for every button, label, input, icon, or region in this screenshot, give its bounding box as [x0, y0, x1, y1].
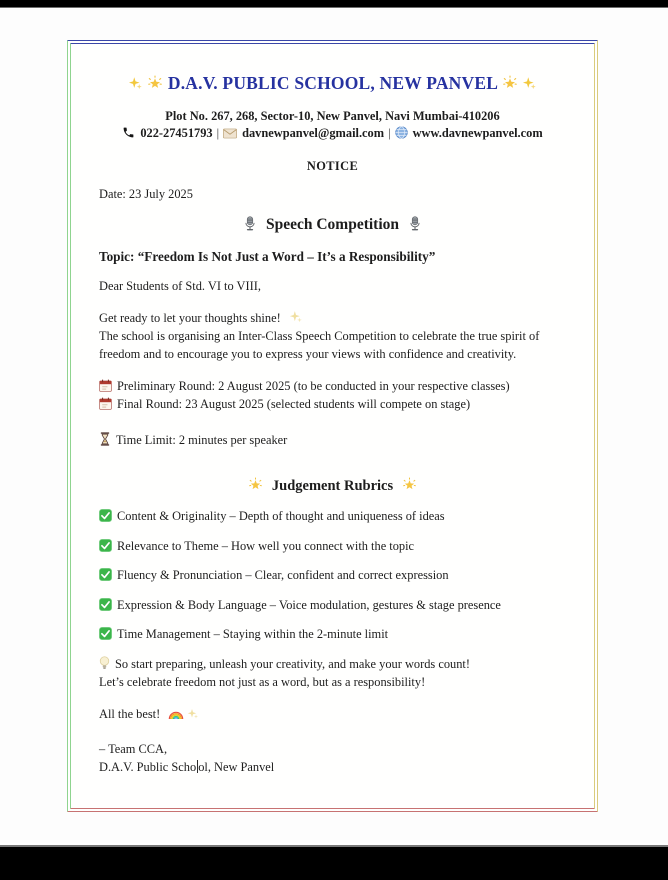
intro-line	[99, 309, 566, 327]
signature-block	[99, 740, 566, 776]
calendar-icon	[99, 397, 112, 410]
calendar-icon	[99, 379, 112, 392]
signature-line2	[99, 758, 566, 776]
microphone-icon	[408, 216, 422, 231]
wish-line	[99, 705, 566, 723]
event-title	[99, 214, 566, 235]
sparkles-icon	[128, 76, 143, 91]
globe-icon	[395, 126, 408, 139]
check-icon	[99, 539, 112, 552]
rubric-label: Time Management – Staying within the 2-minute limit	[117, 627, 389, 641]
event-title-text: Speech Competition	[265, 216, 400, 233]
date-line: Date: 23 July 2025	[99, 187, 193, 201]
hourglass-icon	[99, 432, 111, 446]
salutation: Dear Students of Std. VI to VIII,	[99, 279, 261, 293]
rainbow-icon	[168, 710, 184, 720]
rubrics-list	[99, 507, 566, 643]
rubric-label: Content & Originality – Depth of thought and uniqueness of ideas	[117, 509, 445, 523]
email-address: davnewpanvel@gmail.com	[242, 126, 385, 140]
rounds-list	[99, 378, 566, 413]
sparkles-icon	[289, 310, 303, 324]
school-name: D.A.V. PUBLIC SCHOOL, NEW PANVEL	[167, 73, 498, 93]
rubric-label: Fluency & Pronunciation – Clear, confident and correct expression	[117, 568, 449, 582]
website-url: www.davnewpanvel.com	[412, 126, 543, 140]
check-icon	[99, 598, 112, 611]
wish-text: All the best!	[99, 706, 161, 721]
letterbox-bottom	[0, 845, 668, 880]
rubric-item	[99, 596, 566, 614]
signature-line2-after: ol, New Panvel	[198, 759, 275, 774]
separator: |	[388, 126, 391, 140]
glowing-star-icon	[402, 477, 417, 492]
phone-icon	[122, 126, 135, 139]
round-item	[99, 378, 566, 396]
intro-paragraph: The school is organising an Inter-Class Speech Competition to celebrate the true spirit of freedom and to encourage you to express your views with confidence and creativity.	[99, 329, 540, 361]
sparkles-icon	[522, 76, 537, 91]
letterbox-top	[0, 0, 668, 8]
notice-label: NOTICE	[306, 159, 359, 173]
separator: |	[216, 126, 220, 140]
rubric-item	[99, 566, 566, 584]
round-label: Preliminary Round: 2 August 2025 (to be conducted in your respective classes)	[117, 379, 510, 393]
round-item	[99, 396, 566, 414]
rubric-label: Relevance to Theme – How well you connect with the topic	[117, 538, 415, 553]
signature-line2-before: D.A.V. Public Scho	[99, 759, 197, 774]
check-icon	[99, 568, 112, 581]
closing-line2: Let’s celebrate freedom not just as a word, but as a responsibility!	[99, 674, 426, 689]
glowing-star-icon	[248, 477, 263, 492]
closing-line1-text: So start preparing, unleash your creativity, and make your words count!	[115, 656, 470, 671]
time-limit-line	[99, 431, 566, 449]
glowing-star-icon	[147, 75, 163, 91]
glowing-star-icon	[502, 75, 518, 91]
phone-number: 022-27451793	[140, 126, 213, 140]
rubrics-title	[99, 476, 566, 496]
rubric-item	[99, 625, 566, 643]
intro-line-text: Get ready to let your thoughts shine!	[99, 311, 281, 325]
rubrics-title-text: Judgement Rubrics	[271, 478, 394, 494]
contact-row	[99, 125, 566, 142]
topic-line: Topic: “Freedom Is Not Just a Word – It’s a Responsibility”	[99, 249, 436, 264]
envelope-icon	[223, 128, 237, 139]
round-label: Final Round: 23 August 2025 (selected students will compete on stage)	[117, 396, 471, 411]
microphone-icon	[243, 216, 257, 231]
check-icon	[99, 627, 112, 640]
closing-line1	[99, 655, 566, 673]
signature-line1: – Team CCA,	[99, 741, 168, 756]
document-canvas	[0, 9, 668, 843]
notice-page	[67, 40, 598, 812]
rubric-item	[99, 537, 566, 555]
school-address: Plot No. 267, 268, Sector-10, New Panvel, Navi Mumbai-410206	[165, 109, 500, 123]
time-limit-text: Time Limit: 2 minutes per speaker	[116, 433, 288, 447]
rubric-item	[99, 507, 566, 525]
bulb-icon	[99, 656, 110, 670]
sparkles-icon	[187, 708, 199, 720]
closing-block	[99, 655, 566, 691]
page-title	[99, 72, 566, 94]
check-icon	[99, 509, 112, 522]
rubric-label: Expression & Body Language – Voice modulation, gestures & stage presence	[117, 597, 501, 612]
